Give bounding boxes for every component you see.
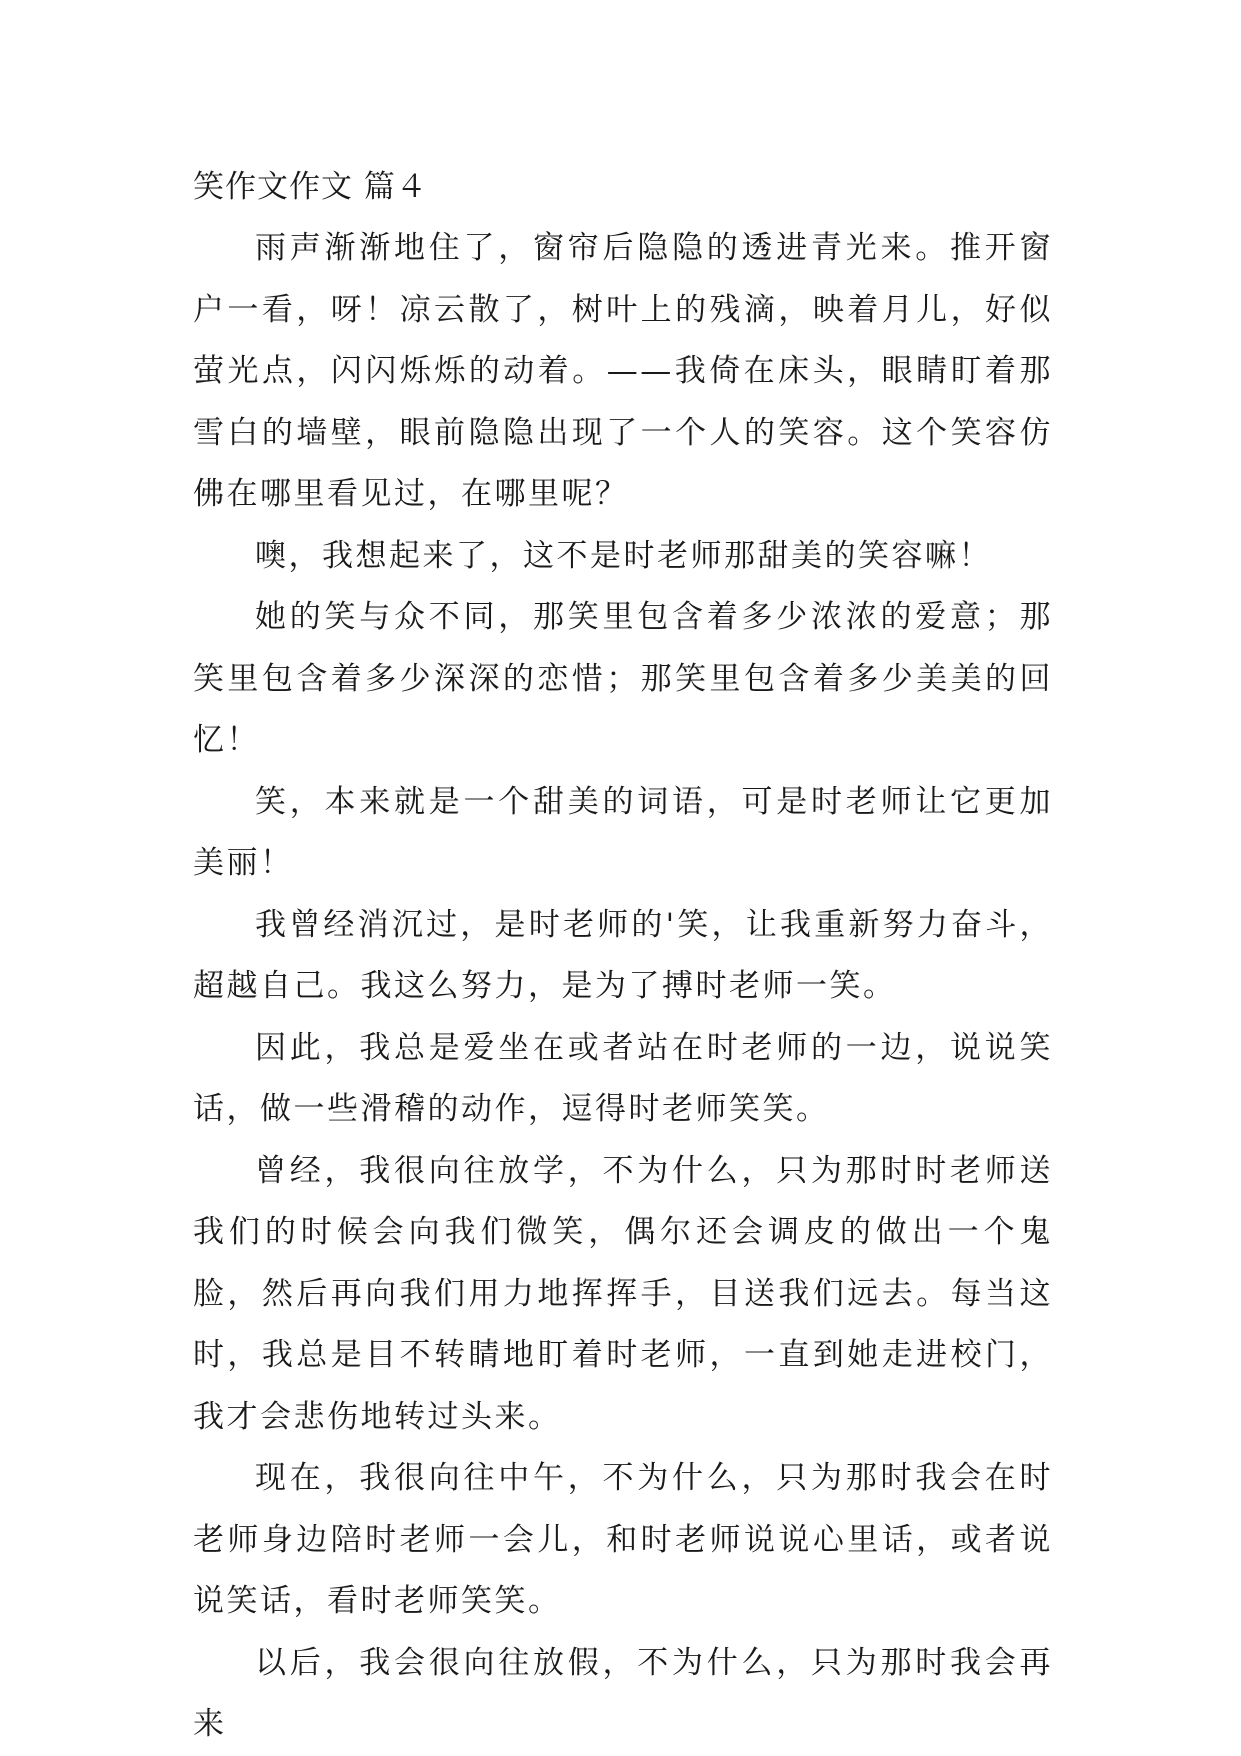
paragraph-3: 她的笑与众不同，那笑里包含着多少浓浓的爱意；那笑里包含着多少深深的恋惜；那笑里包含着多少美美的回忆！ <box>193 599 1053 758</box>
paragraph-1: 雨声渐渐地住了，窗帘后隐隐的透进青光来。推开窗户一看，呀！凉云散了，树叶上的残滴，映着月儿，好似萤光点，闪闪烁烁的动着。——我倚在床头，眼睛盯着那雪白的墙壁，眼前隐隐出现了一个人的笑容。这个笑容仿佛在哪里看见过，在哪里呢？ <box>193 230 1053 512</box>
paragraph-2: 噢，我想起来了，这不是时老师那甜美的笑容嘛！ <box>255 537 992 574</box>
paragraph-9: 以后，我会很向往放假，不为什么，只为那时我会再来 <box>193 1644 1053 1742</box>
document-title: 笑作文作文 篇４ <box>193 169 428 205</box>
paragraph-6: 因此，我总是爱坐在或者站在时老师的一边，说说笑话，做一些滑稽的动作，逗得时老师笑笑。 <box>193 1029 1053 1127</box>
document-page <box>193 160 1053 1756</box>
paragraph-4: 笑，本来就是一个甜美的词语，可是时老师让它更加美丽！ <box>193 783 1053 881</box>
paragraph-8: 现在，我很向往中午，不为什么，只为那时我会在时老师身边陪时老师一会儿，和时老师说说心里话，或者说说笑话，看时老师笑笑。 <box>193 1460 1053 1619</box>
paragraph-5: 我曾经消沉过，是时老师的'笑，让我重新努力奋斗，超越自己。我这么努力，是为了搏时老师一笑。 <box>193 906 1053 1004</box>
paragraph-7: 曾经，我很向往放学，不为什么，只为那时时老师送我们的时候会向我们微笑，偶尔还会调皮的做出一个鬼脸，然后再向我们用力地挥挥手，目送我们远去。每当这时，我总是目不转睛地盯着时老师，一直到她走进校门，我才会悲伤地转过头来。 <box>193 1152 1053 1435</box>
